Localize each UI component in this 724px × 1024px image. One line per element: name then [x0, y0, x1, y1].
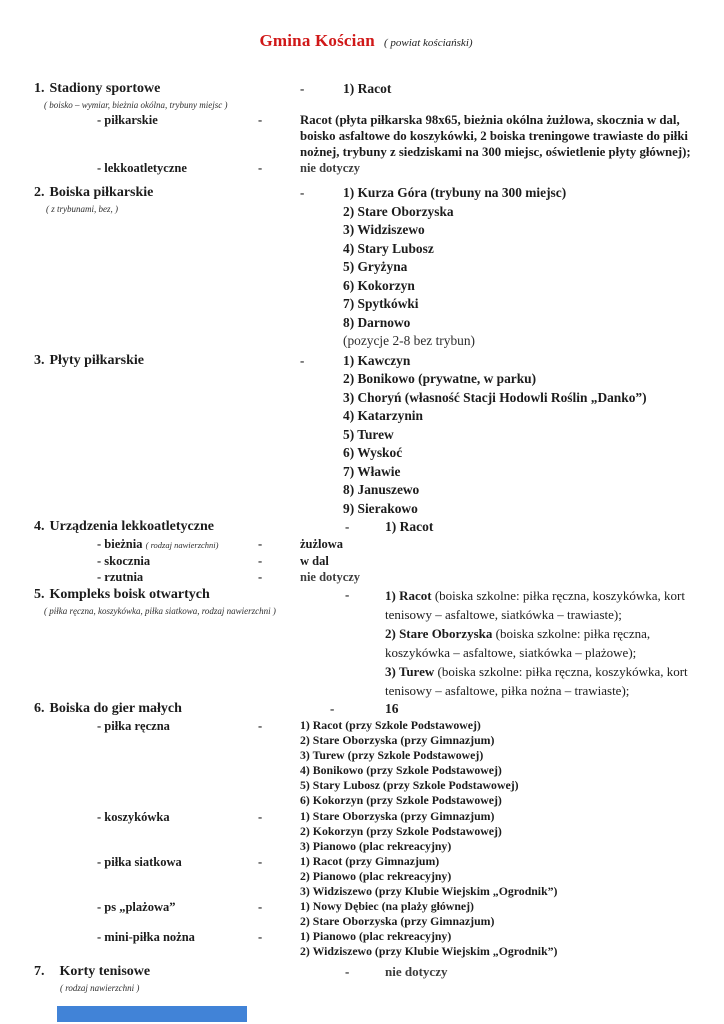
entry: [385, 586, 698, 624]
subrow-bieznia: [34, 536, 698, 553]
section-heading: [34, 518, 345, 536]
dash-separator: -: [345, 587, 350, 602]
entry: [385, 662, 698, 700]
list-item: 8) Darnowo: [343, 314, 411, 330]
section-heading: [34, 352, 300, 370]
list-item: 9) Sierakowo: [343, 500, 418, 516]
entry-desc: (boiska szkolne: piłka ręczna, koszykówka, kort tenisowy – asfaltowe, piłka nożna – trawiaste);: [385, 664, 688, 698]
dash-separator: -: [300, 185, 305, 200]
list-item: 7) Wławie: [343, 463, 401, 479]
list-footnote: (pozycje 2-8 bez trybun): [343, 333, 475, 348]
dash-separator: -: [258, 161, 263, 175]
entry-name: 2) Stare Oborzyska: [385, 626, 493, 641]
list-item: 2) Stare Oborzyska: [343, 203, 454, 219]
section-title: Boiska do gier małych: [49, 701, 182, 716]
subrow-value: Racot (płyta piłkarska 98x65, bieżnia okólna żużlowa, skocznia w dal, boisko asfaltowe do koszykówki, 2 boiska treningowe trawiaste do piłki nożnej, trybuny z siedziskami na 300 miejsc, oświetlenie płyty głównej);: [300, 113, 691, 159]
subrow-rzutnia: [34, 569, 698, 585]
section-title: Korty tenisowe: [59, 963, 151, 979]
subrow-lekkoatletyczne: [34, 160, 698, 176]
section-items: [343, 352, 698, 519]
section-number: 6.: [34, 701, 45, 716]
page-title: [34, 30, 698, 52]
subrow-pilka-reczna: [34, 718, 698, 809]
section-stadiony-sportowe: [34, 80, 698, 176]
section-heading-row: [34, 963, 698, 995]
section-note: ( boisko – wymiar, bieżnia okólna, trybuny miejsc ): [44, 100, 228, 110]
section-items: [343, 184, 698, 351]
list-item: 4) Stary Lubosz: [343, 240, 434, 256]
section-heading: [34, 184, 300, 216]
subrow-value: w dal: [300, 554, 329, 568]
subrow-label: - rzutnia: [97, 570, 144, 584]
section-heading-row: [34, 80, 698, 98]
dash-separator: -: [300, 81, 305, 96]
section-title: Urządzenia lekkoatletyczne: [49, 519, 214, 534]
section-number: 3.: [34, 352, 45, 368]
list-item: 2) Bonikowo (prywatne, w parku): [343, 371, 537, 386]
subrow-value: nie dotyczy: [300, 570, 361, 584]
dash-separator: -: [330, 701, 335, 716]
dash-separator: -: [258, 900, 263, 915]
entry-name: 3) Turew: [385, 664, 435, 679]
section-urzadzenia-lekkoatletyczne: [34, 518, 698, 585]
section-boiska-do-gier-malych: [34, 700, 698, 960]
list-item: 4) Bonikowo (przy Szkole Podstawowej): [300, 763, 502, 778]
section-heading: [34, 700, 330, 718]
list-item: 4) Katarzynin: [343, 408, 423, 423]
subrow-pilkarskie: [34, 112, 698, 160]
subrow-items: [300, 929, 698, 959]
dash-separator: -: [345, 519, 350, 534]
section-heading-row: [34, 700, 698, 718]
section-heading-row: [34, 518, 698, 536]
subrow-label: - piłka siatkowa: [97, 854, 182, 869]
entry-desc: (boiska szkolne: piłka ręczna, koszykówka – asfaltowe, siatkówka – plażowe);: [385, 626, 651, 660]
subrow-label: - mini-piłka nożna: [97, 930, 195, 945]
section-value: 16: [385, 701, 399, 716]
list-item: 6) Wyskoć: [343, 445, 403, 460]
subrow-items: [300, 718, 698, 809]
section-number: 7.: [34, 963, 45, 979]
subrow-mini-pilka-nozna: [34, 929, 698, 959]
list-item: 1) Racot (przy Gimnazjum): [300, 853, 440, 868]
subrow-label: - piłkarskie: [97, 113, 158, 127]
section-title: Boiska piłkarskie: [49, 185, 154, 200]
section-title: Stadiony sportowe: [49, 81, 161, 96]
section-number: 2.: [34, 185, 45, 200]
subrow-label: - skocznia: [97, 554, 151, 568]
subrow-ps-plazowa: [34, 899, 698, 929]
list-item: 8) Januszewo: [343, 482, 420, 497]
list-item: 3) Pianowo (plac rekreacyjny): [300, 838, 452, 853]
list-item: 6) Kokorzyn: [343, 277, 415, 293]
horizontal-scrollbar-thumb[interactable]: [57, 1006, 247, 1022]
title-suffix: ( powiat kościański): [383, 37, 473, 49]
list-item: 1) Racot (przy Szkole Podstawowej): [300, 718, 481, 732]
section-heading: [34, 80, 300, 98]
dash-separator: -: [300, 352, 305, 368]
list-item: 1) Kawczyn: [343, 352, 411, 368]
list-item: 7) Spytkówki: [343, 296, 419, 311]
section-value: nie dotyczy: [385, 963, 448, 979]
list-item: 2) Kokorzyn (przy Szkole Podstawowej): [300, 823, 502, 838]
section-korty-tenisowe: [34, 963, 698, 995]
section-heading-row: [34, 352, 698, 519]
section-number: 5.: [34, 587, 45, 602]
entry: [385, 624, 698, 662]
list-item: 1) Nowy Dębiec (na plaży głównej): [300, 899, 474, 914]
section-kompleks-boisk-otwartych: [34, 586, 698, 700]
list-item: 3) Choryń (własność Stacji Hodowli Roślin „Danko”): [343, 389, 647, 405]
subrow-items: [300, 899, 698, 929]
dash-separator: -: [258, 554, 263, 568]
section-title: Płyty piłkarskie: [49, 352, 145, 368]
dash-separator: -: [258, 854, 263, 869]
list-item: 3) Widziszewo: [343, 222, 425, 237]
subrow-koszykowka: [34, 809, 698, 854]
section-title: Kompleks boisk otwartych: [49, 587, 210, 602]
subrow-label: - bieżnia ( rodzaj nawierzchni): [97, 537, 219, 551]
list-item: 2) Pianowo (plac rekreacyjny): [300, 868, 452, 883]
dash-separator: -: [258, 570, 263, 584]
subrow-note: ( rodzaj nawierzchni): [145, 540, 219, 550]
list-item: 1) Kurza Góra (trybuny na 300 miejsc): [343, 185, 567, 200]
section-number: 4.: [34, 519, 45, 534]
section-boiska-pilkarskie: [34, 184, 698, 351]
title-text: Gmina Kościan: [259, 31, 375, 50]
section-heading-row: [34, 184, 698, 351]
list-item: 2) Widziszewo (przy Klubie Wiejskim „Ogrodnik”): [300, 944, 558, 959]
dash-separator: -: [345, 963, 350, 979]
entry-name: 1) Racot: [385, 588, 432, 603]
subrow-label: - lekkoatletyczne: [97, 161, 187, 175]
section-note: ( rodzaj nawierzchni ): [60, 982, 140, 993]
subrow-label: - koszykówka: [97, 809, 170, 824]
section-plyty-pilkarskie: [34, 352, 698, 519]
dash-separator: -: [258, 930, 263, 945]
list-item: 2) Stare Oborzyska (przy Gimnazjum): [300, 733, 495, 748]
list-item: 2) Stare Oborzyska (przy Gimnazjum): [300, 914, 495, 929]
subrow-value: nie dotyczy: [300, 161, 361, 175]
section-value: 1) Racot: [343, 81, 392, 96]
section-number: 1.: [34, 81, 45, 96]
dash-separator: -: [258, 719, 263, 733]
section-entries: [385, 586, 698, 700]
subrow-items: [300, 809, 698, 854]
subrow-pilka-siatkowa: [34, 854, 698, 899]
section-note: ( z trybunami, bez, ): [46, 204, 118, 214]
dash-separator: -: [258, 809, 263, 824]
dash-separator: -: [258, 537, 263, 551]
section-note: ( piłka ręczna, koszykówka, piłka siatkowa, rodzaj nawierzchni ): [44, 606, 276, 616]
section-heading: [34, 586, 345, 618]
list-item: 5) Turew: [343, 426, 394, 442]
list-item: 6) Kokorzyn (przy Szkole Podstawowej): [300, 793, 502, 808]
list-item: 3) Turew (przy Szkole Podstawowej): [300, 748, 484, 763]
entry-desc: (boiska szkolne: piłka ręczna, koszykówka, kort tenisowy – asfaltowe, siatkówka – trawiaste);: [385, 588, 686, 622]
subrow-skocznia: [34, 553, 698, 569]
subrow-label: - piłka ręczna: [97, 719, 170, 733]
section-value: 1) Racot: [385, 519, 434, 534]
subrow-value: żużlowa: [300, 537, 344, 551]
list-item: 1) Stare Oborzyska (przy Gimnazjum): [300, 808, 495, 823]
subrow-items: [300, 854, 698, 899]
list-item: 5) Gryżyna: [343, 259, 408, 274]
list-item: 3) Widziszewo (przy Klubie Wiejskim „Ogrodnik”): [300, 884, 558, 899]
section-heading: [34, 963, 345, 995]
list-item: 5) Stary Lubosz (przy Szkole Podstawowej): [300, 778, 519, 793]
section-heading-row: [34, 586, 698, 700]
dash-separator: -: [258, 113, 263, 127]
subrow-label: - ps „plażowa”: [97, 900, 176, 915]
list-item: 1) Pianowo (plac rekreacyjny): [300, 929, 452, 944]
